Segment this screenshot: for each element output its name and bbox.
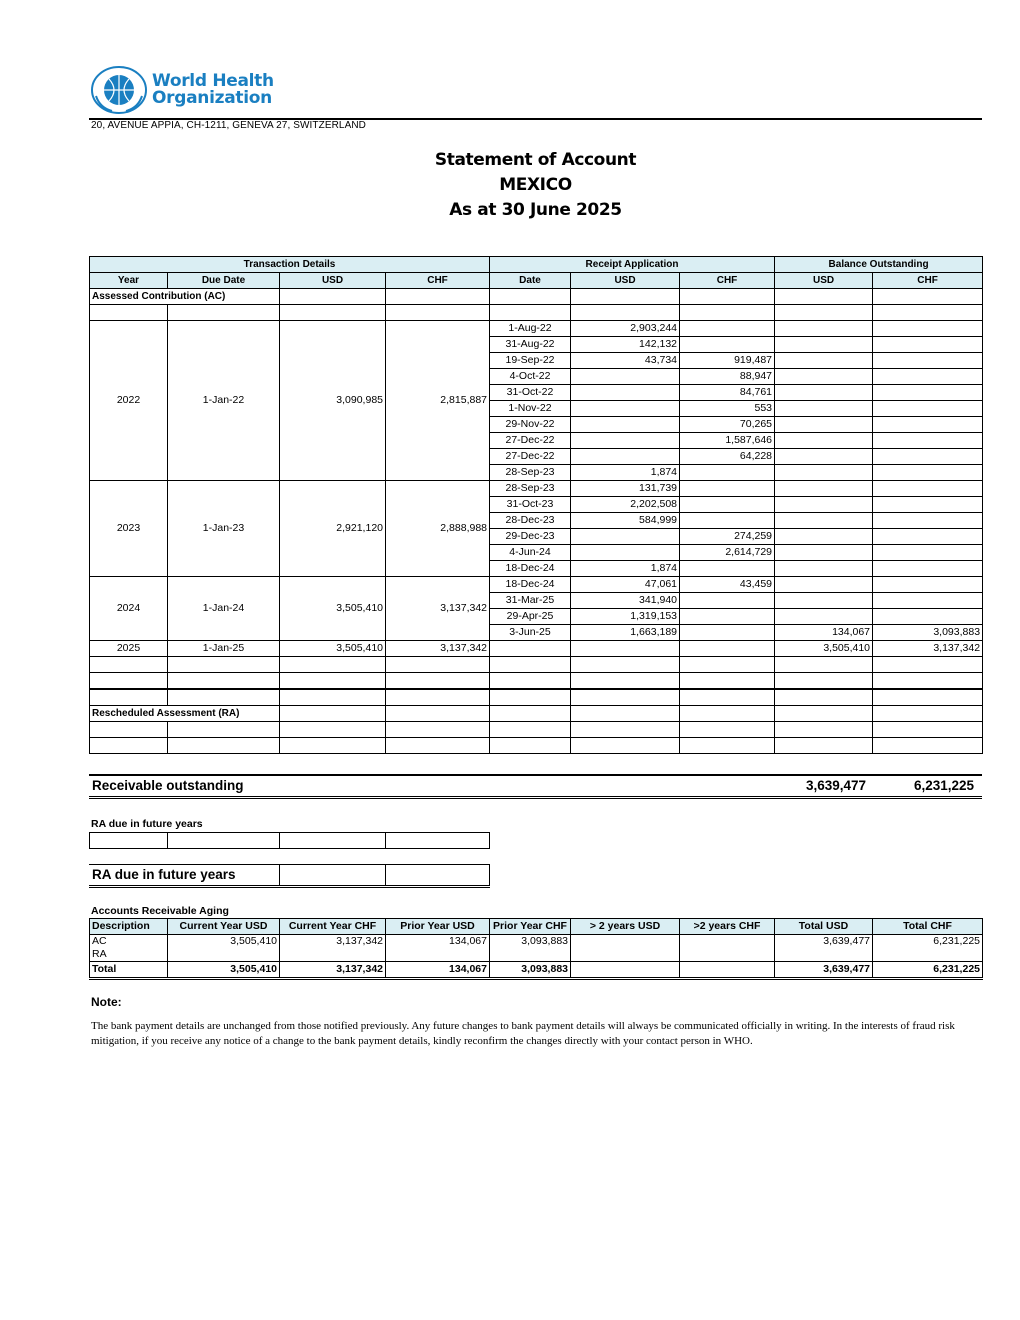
who-emblem-icon <box>90 66 148 114</box>
balance-chf-cell <box>873 433 983 449</box>
ra-future-big-label: RA due in future years <box>92 867 236 882</box>
aging-header-cell: Prior Year USD <box>386 919 490 935</box>
receipt-chf-cell <box>680 593 775 609</box>
balance-usd-cell <box>775 513 873 529</box>
title-line1: Statement of Account <box>434 150 637 170</box>
year-cell: 2023 <box>90 481 168 577</box>
balance-chf-cell <box>873 497 983 513</box>
due-date-cell: 1-Jan-25 <box>168 641 280 657</box>
aging-total-cell: 6,231,225 <box>873 962 983 979</box>
aging-header-cell: Total USD <box>775 919 873 935</box>
receipt-chf-cell <box>680 337 775 353</box>
aging-total-cell: Total <box>90 962 168 979</box>
receipt-date-cell: 28-Sep-23 <box>490 465 571 481</box>
balance-chf-cell <box>873 465 983 481</box>
receipt-chf-cell: 64,228 <box>680 449 775 465</box>
balance-usd-cell <box>775 433 873 449</box>
receipt-chf-cell <box>680 321 775 337</box>
balance-usd-cell <box>775 385 873 401</box>
receipt-usd-cell <box>571 449 680 465</box>
receipt-date-cell: 1-Nov-22 <box>490 401 571 417</box>
receipt-date-cell: 29-Dec-23 <box>490 529 571 545</box>
balance-chf-cell <box>873 609 983 625</box>
title-country: MEXICO <box>499 175 572 195</box>
col-receipt-chf: CHF <box>680 273 775 289</box>
aging-total-cell: 3,639,477 <box>775 962 873 979</box>
receipt-chf-cell: 1,587,646 <box>680 433 775 449</box>
trans-usd-cell: 3,505,410 <box>280 577 386 641</box>
balance-chf-cell <box>873 513 983 529</box>
balance-chf-cell <box>873 417 983 433</box>
year-cell: 2024 <box>90 577 168 641</box>
receipt-usd-cell: 1,319,153 <box>571 609 680 625</box>
receipt-chf-cell <box>680 561 775 577</box>
who-logo <box>90 66 274 114</box>
receipt-chf-cell: 2,614,729 <box>680 545 775 561</box>
aging-cell: 3,093,883 <box>490 935 571 949</box>
receivable-usd: 3,639,477 <box>805 778 866 793</box>
receipt-date-cell: 3-Jun-25 <box>490 625 571 641</box>
receipt-date-cell: 31-Mar-25 <box>490 593 571 609</box>
aging-cell: 134,067 <box>386 935 490 949</box>
balance-chf-cell: 3,137,342 <box>873 641 983 657</box>
balance-usd-cell <box>775 529 873 545</box>
receipt-date-cell: 31-Oct-22 <box>490 385 571 401</box>
receipt-usd-cell <box>571 529 680 545</box>
section-ac-label: Assessed Contribution (AC) <box>90 289 280 305</box>
receivable-outstanding-row <box>89 774 982 799</box>
trans-chf-cell: 2,815,887 <box>386 321 490 481</box>
aging-cell: 6,231,225 <box>873 935 983 949</box>
trans-usd-cell: 3,505,410 <box>280 641 386 657</box>
due-date-cell: 1-Jan-24 <box>168 577 280 641</box>
receipt-usd-cell: 341,940 <box>571 593 680 609</box>
balance-usd-cell <box>775 337 873 353</box>
balance-chf-cell <box>873 369 983 385</box>
receipt-date-cell: 31-Aug-22 <box>490 337 571 353</box>
col-trans-usd: USD <box>280 273 386 289</box>
ra-future-table <box>89 832 490 849</box>
receipt-usd-cell <box>571 417 680 433</box>
balance-usd-cell <box>775 321 873 337</box>
aging-total-row <box>90 962 983 979</box>
receipt-date-cell: 4-Jun-24 <box>490 545 571 561</box>
balance-usd-cell <box>775 417 873 433</box>
receipt-usd-cell: 2,903,244 <box>571 321 680 337</box>
balance-chf-cell <box>873 481 983 497</box>
balance-chf-cell <box>873 561 983 577</box>
receipt-chf-cell: 88,947 <box>680 369 775 385</box>
table-row <box>90 577 983 593</box>
receipt-date-cell: 28-Sep-23 <box>490 481 571 497</box>
receipt-date-cell: 29-Apr-25 <box>490 609 571 625</box>
receipt-chf-cell <box>680 465 775 481</box>
receipt-usd-cell <box>571 641 680 657</box>
receipt-chf-cell <box>680 641 775 657</box>
balance-usd-cell <box>775 545 873 561</box>
balance-chf-cell <box>873 321 983 337</box>
aging-header-cell: Prior Year CHF <box>490 919 571 935</box>
aging-header-cell: Current Year USD <box>168 919 280 935</box>
aging-cell <box>571 935 680 949</box>
trans-chf-cell: 2,888,988 <box>386 481 490 577</box>
aging-cell <box>775 948 873 962</box>
balance-usd-cell <box>775 561 873 577</box>
receipt-usd-cell: 142,132 <box>571 337 680 353</box>
aging-cell <box>386 948 490 962</box>
receipt-date-cell: 29-Nov-22 <box>490 417 571 433</box>
balance-chf-cell <box>873 577 983 593</box>
receipt-usd-cell <box>571 433 680 449</box>
note-text: The bank payment details are unchanged from those notified previously. Any future changes to bank payment details will always be communicated officially in writing. In the interests of fraud risk mitigation, if you receive any notice of a change to the bank payment details, kindly reconfirm the changes directly with your contact person in WHO. <box>91 1020 955 1047</box>
balance-usd-cell <box>775 465 873 481</box>
ra-future-total-row <box>89 864 490 888</box>
receipt-date-cell: 28-Dec-23 <box>490 513 571 529</box>
receipt-date-cell: 27-Dec-22 <box>490 449 571 465</box>
receipt-date-cell: 18-Dec-24 <box>490 561 571 577</box>
aging-total-cell: 3,505,410 <box>168 962 280 979</box>
aging-cell <box>680 935 775 949</box>
title-date: As at 30 June 2025 <box>449 200 622 220</box>
balance-chf-cell <box>873 385 983 401</box>
balance-usd-cell <box>775 401 873 417</box>
receipt-usd-cell: 2,202,508 <box>571 497 680 513</box>
balance-usd-cell <box>775 481 873 497</box>
aging-total-cell <box>571 962 680 979</box>
aging-cell: RA <box>90 948 168 962</box>
aging-header-cell: >2 years CHF <box>680 919 775 935</box>
receipt-chf-cell: 43,459 <box>680 577 775 593</box>
balance-usd-cell <box>775 497 873 513</box>
trans-chf-cell: 3,137,342 <box>386 577 490 641</box>
aging-cell: 3,137,342 <box>280 935 386 949</box>
group-balance: Balance Outstanding <box>775 257 983 273</box>
receivable-label: Receivable outstanding <box>92 778 244 793</box>
balance-usd-cell <box>775 593 873 609</box>
balance-chf-cell <box>873 529 983 545</box>
receipt-chf-cell: 919,487 <box>680 353 775 369</box>
balance-usd-cell <box>775 609 873 625</box>
statement-title <box>89 148 982 223</box>
aging-cell: AC <box>90 935 168 949</box>
balance-chf-cell <box>873 545 983 561</box>
statement-table <box>89 256 983 754</box>
receipt-chf-cell <box>680 481 775 497</box>
receipt-date-cell: 31-Oct-23 <box>490 497 571 513</box>
receipt-date-cell: 19-Sep-22 <box>490 353 571 369</box>
col-year: Year <box>90 273 168 289</box>
receipt-chf-cell: 274,259 <box>680 529 775 545</box>
table-row <box>90 641 983 657</box>
year-cell: 2025 <box>90 641 168 657</box>
aging-total-cell: 134,067 <box>386 962 490 979</box>
receipt-chf-cell: 553 <box>680 401 775 417</box>
receipt-usd-cell: 131,739 <box>571 481 680 497</box>
balance-chf-cell <box>873 353 983 369</box>
balance-chf-cell <box>873 337 983 353</box>
receipt-date-cell <box>490 641 571 657</box>
balance-usd-cell <box>775 449 873 465</box>
ra-future-small-label: RA due in future years <box>91 818 203 830</box>
balance-chf-cell <box>873 401 983 417</box>
aging-header-cell: Total CHF <box>873 919 983 935</box>
receipt-usd-cell: 47,061 <box>571 577 680 593</box>
receipt-chf-cell: 84,761 <box>680 385 775 401</box>
group-receipt: Receipt Application <box>490 257 775 273</box>
receipt-chf-cell <box>680 625 775 641</box>
col-balance-chf: CHF <box>873 273 983 289</box>
receipt-usd-cell: 1,663,189 <box>571 625 680 641</box>
receipt-date-cell: 4-Oct-22 <box>490 369 571 385</box>
balance-usd-cell: 134,067 <box>775 625 873 641</box>
balance-usd-cell <box>775 577 873 593</box>
receipt-date-cell: 27-Dec-22 <box>490 433 571 449</box>
due-date-cell: 1-Jan-23 <box>168 481 280 577</box>
receipt-chf-cell <box>680 513 775 529</box>
aging-table <box>89 918 983 980</box>
receipt-usd-cell: 1,874 <box>571 465 680 481</box>
receipt-chf-cell <box>680 609 775 625</box>
col-balance-usd: USD <box>775 273 873 289</box>
aging-cell <box>168 948 280 962</box>
aging-cell <box>490 948 571 962</box>
receipt-usd-cell <box>571 401 680 417</box>
trans-usd-cell: 3,090,985 <box>280 321 386 481</box>
receivable-chf: 6,231,225 <box>913 778 974 793</box>
address: 20, AVENUE APPIA, CH-1211, GENEVA 27, SWITZERLAND <box>91 120 366 131</box>
receipt-chf-cell: 70,265 <box>680 417 775 433</box>
section-ra-label: Rescheduled Assessment (RA) <box>90 706 280 722</box>
receipt-usd-cell: 43,734 <box>571 353 680 369</box>
aging-label: Accounts Receivable Aging <box>91 905 229 917</box>
aging-total-cell <box>680 962 775 979</box>
due-date-cell: 1-Jan-22 <box>168 321 280 481</box>
aging-cell <box>680 948 775 962</box>
aging-cell <box>571 948 680 962</box>
col-receipt-usd: USD <box>571 273 680 289</box>
aging-header-cell: > 2 years USD <box>571 919 680 935</box>
aging-row <box>90 935 983 949</box>
receipt-usd-cell: 1,874 <box>571 561 680 577</box>
receipt-chf-cell <box>680 497 775 513</box>
aging-cell: 3,505,410 <box>168 935 280 949</box>
receipt-date-cell: 18-Dec-24 <box>490 577 571 593</box>
receipt-usd-cell <box>571 369 680 385</box>
col-trans-chf: CHF <box>386 273 490 289</box>
aging-row <box>90 948 983 962</box>
aging-cell <box>873 948 983 962</box>
table-row <box>90 321 983 337</box>
balance-usd-cell <box>775 353 873 369</box>
aging-header-cell: Description <box>90 919 168 935</box>
aging-header-cell: Current Year CHF <box>280 919 386 935</box>
aging-total-cell: 3,137,342 <box>280 962 386 979</box>
aging-cell: 3,639,477 <box>775 935 873 949</box>
balance-chf-cell <box>873 449 983 465</box>
col-due-date: Due Date <box>168 273 280 289</box>
aging-total-cell: 3,093,883 <box>490 962 571 979</box>
year-cell: 2022 <box>90 321 168 481</box>
col-receipt-date: Date <box>490 273 571 289</box>
balance-chf-cell: 3,093,883 <box>873 625 983 641</box>
receipt-usd-cell: 584,999 <box>571 513 680 529</box>
receipt-date-cell: 1-Aug-22 <box>490 321 571 337</box>
note-heading: Note: <box>91 995 122 1009</box>
balance-chf-cell <box>873 593 983 609</box>
aging-cell <box>280 948 386 962</box>
balance-usd-cell <box>775 369 873 385</box>
table-row <box>90 481 983 497</box>
trans-chf-cell: 3,137,342 <box>386 641 490 657</box>
balance-usd-cell: 3,505,410 <box>775 641 873 657</box>
logo-line1: World Health <box>152 71 274 91</box>
receipt-usd-cell <box>571 545 680 561</box>
receipt-usd-cell <box>571 385 680 401</box>
trans-usd-cell: 2,921,120 <box>280 481 386 577</box>
logo-line2: Organization <box>152 88 272 108</box>
group-transaction: Transaction Details <box>90 257 490 273</box>
